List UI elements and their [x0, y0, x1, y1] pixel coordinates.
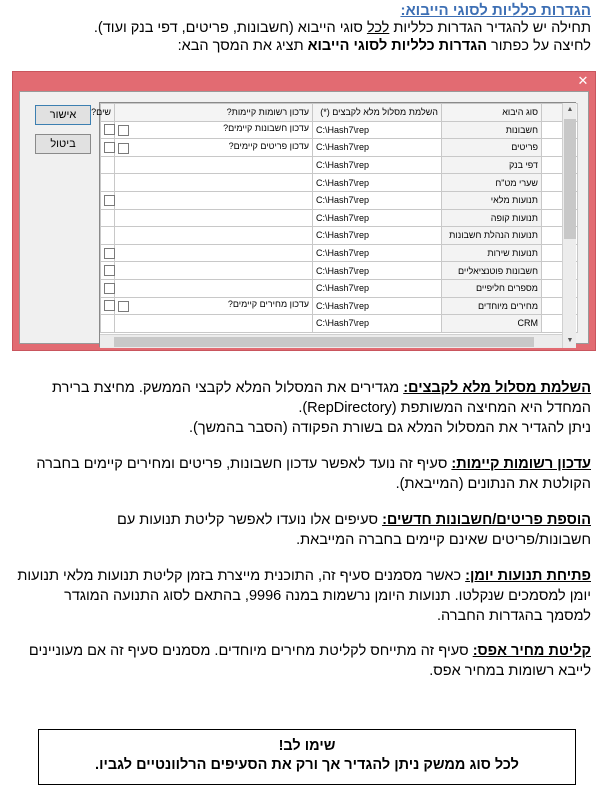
update-existing-label: עדכון פריטים קיימים? — [228, 140, 309, 151]
update-existing-cell — [115, 121, 313, 139]
import-type-label: CRM — [442, 315, 542, 333]
paragraph-text: סעיף זה מתייחס לקליטת מחירים מיוחדים. מסמנים סעיף זה אם מעוניינים לייבא רשומות במחיר אפס. — [28, 643, 591, 679]
attention-note-box — [38, 729, 576, 785]
path-input[interactable]: C:\Hash7\rep — [313, 279, 442, 297]
paragraph-heading: השלמת מסלול מלא לקבצים: — [403, 380, 591, 396]
import-type-label: מחירים מיוחדים — [442, 297, 542, 315]
paragraph-heading: הוספת פריטים/חשבונות חדשים: — [382, 512, 591, 528]
path-input[interactable]: C:\Hash7\rep — [313, 174, 442, 192]
update-existing-cell — [115, 209, 313, 227]
table-row — [101, 244, 578, 262]
update-existing-cell — [115, 262, 313, 280]
import-type-label: תנועות שירות — [442, 244, 542, 262]
update-existing-cell — [115, 156, 313, 174]
update-existing-checkbox[interactable] — [118, 125, 129, 136]
import-type-label: מספרים חליפיים — [442, 279, 542, 297]
add-new-checkbox[interactable] — [104, 124, 115, 135]
import-type-label: דפי בנק — [442, 156, 542, 174]
intro-text-part: סוגי הייבוא (חשבונות, פריטים, דפי בנק ועוד). — [93, 20, 367, 36]
path-input[interactable]: C:\Hash7\rep — [313, 121, 442, 139]
paragraph-text: סעיף זה נועד לאפשר עדכון חשבונות, פריטים ומחירים קיימים בחברה הקולטת את הנתונים (המייבאת). — [36, 456, 591, 492]
import-type-label: שערי מט"ח — [442, 174, 542, 192]
paragraph-add-new — [16, 510, 591, 550]
import-type-label: תנועות הנהלת חשבונות — [442, 227, 542, 245]
add-new-cell — [101, 156, 115, 174]
add-new-checkbox[interactable] — [104, 195, 115, 206]
ok-button[interactable]: אישור — [35, 105, 91, 125]
update-existing-cell — [115, 191, 313, 209]
col-header-path: השלמת מסלול מלא לקבצים (*) — [313, 104, 442, 122]
add-new-checkbox[interactable] — [104, 142, 115, 153]
paragraph-update-existing — [16, 454, 591, 494]
path-input[interactable]: C:\Hash7\rep — [313, 156, 442, 174]
paragraph-text: כאשר מסמנים סעיף זה, התוכנית מייצרת בזמן קליטת תנועות מלאי תנועות יומן למסמכים שנקלטו. תנועות היומן נרשמות במנה 9996, בהתאם לסוג התנועה המוגדר למסמך בהגדרות החברה. — [17, 568, 591, 624]
import-type-label: תנועות קופה — [442, 209, 542, 227]
col-header-new: שים? — [101, 104, 115, 122]
update-existing-cell — [115, 279, 313, 297]
vertical-scrollbar[interactable] — [562, 103, 576, 348]
table-row — [101, 191, 578, 209]
add-new-cell — [101, 191, 115, 209]
add-new-checkbox[interactable] — [104, 265, 115, 276]
paragraph-text: מגדירים את המסלול המלא לקבצי הממשק. מחיצת ברירת המחדל היא המחיצה המשותפת (RepDirectory). — [52, 380, 591, 416]
path-input[interactable]: C:\Hash7\rep — [313, 262, 442, 280]
update-existing-label: עדכון מחירים קיימים? — [227, 299, 309, 310]
update-existing-cell — [115, 227, 313, 245]
cancel-button[interactable]: ביטול — [35, 134, 91, 154]
update-existing-cell — [115, 315, 313, 333]
add-new-cell — [101, 279, 115, 297]
table-header-row — [101, 104, 578, 122]
add-new-cell — [101, 227, 115, 245]
add-new-cell — [101, 315, 115, 333]
close-icon[interactable]: ✕ — [577, 73, 589, 88]
settings-table — [91, 103, 578, 333]
import-type-label: פריטים — [442, 139, 542, 157]
update-existing-checkbox[interactable] — [118, 143, 129, 154]
intro-text — [16, 19, 591, 55]
table-row — [101, 139, 578, 157]
scroll-up-icon[interactable]: ▲ — [566, 106, 574, 113]
path-input[interactable]: C:\Hash7\rep — [313, 227, 442, 245]
scrollbar-thumb[interactable] — [114, 337, 534, 347]
paragraph-full-path — [16, 378, 591, 438]
scroll-down-icon[interactable]: ▼ — [566, 337, 574, 344]
intro-bold-button-name: הגדרות כלליות לסוגי הייבוא — [307, 38, 487, 54]
table-row — [101, 209, 578, 227]
intro-line-2 — [16, 37, 591, 55]
table-row — [101, 315, 578, 333]
path-input[interactable]: C:\Hash7\rep — [313, 297, 442, 315]
paragraph-heading: עדכון רשומות קיימות: — [451, 456, 591, 472]
page-title: הגדרות כלליות לסוגי הייבוא: — [400, 2, 591, 19]
path-input[interactable]: C:\Hash7\rep — [313, 244, 442, 262]
paragraph-text: סעיפים אלו נועדו לאפשר קליטת תנועות עם חשבונות/פריטים שאינם קיימים בחברה המייבאת. — [116, 512, 591, 548]
add-new-checkbox[interactable] — [104, 283, 115, 294]
add-new-cell — [101, 262, 115, 280]
table-row — [101, 262, 578, 280]
table-row — [101, 279, 578, 297]
path-input[interactable]: C:\Hash7\rep — [313, 209, 442, 227]
add-new-cell — [101, 209, 115, 227]
paragraph-journal-entries — [16, 566, 591, 626]
import-type-label: חשבונות פוטנציאליים — [442, 262, 542, 280]
paragraph-heading: פתיחת תנועות יומן: — [465, 568, 591, 584]
add-new-checkbox[interactable] — [104, 248, 115, 259]
path-input[interactable]: C:\Hash7\rep — [313, 315, 442, 333]
path-input[interactable]: C:\Hash7\rep — [313, 139, 442, 157]
update-existing-cell — [115, 174, 313, 192]
import-type-label: תנועות מלאי — [442, 191, 542, 209]
paragraph-zero-price — [16, 641, 591, 681]
table-row — [101, 297, 578, 315]
add-new-checkbox[interactable] — [104, 300, 115, 311]
table-row — [101, 227, 578, 245]
update-existing-cell — [115, 244, 313, 262]
col-header-update: עדכון רשומות קיימות? — [115, 104, 313, 122]
intro-text-part: לחיצה על כפתור — [487, 38, 591, 54]
import-type-label: חשבונות — [442, 121, 542, 139]
add-new-cell — [101, 121, 115, 139]
settings-grid — [91, 102, 576, 347]
add-new-cell — [101, 244, 115, 262]
path-input[interactable]: C:\Hash7\rep — [313, 191, 442, 209]
horizontal-scrollbar[interactable] — [100, 334, 562, 348]
update-existing-label: עדכון חשבונות קיימים? — [223, 123, 309, 134]
scrollbar-thumb[interactable] — [564, 119, 576, 239]
paragraph-text: ניתן להגדיר את המסלול המלא גם בשורת הפקודה (הסבר בהמשך). — [189, 420, 591, 436]
add-new-cell — [101, 174, 115, 192]
settings-dialog-screenshot — [12, 71, 596, 351]
note-title: שימו לב! — [278, 738, 336, 754]
paragraph-heading: קליטת מחיר אפס: — [472, 643, 591, 659]
update-existing-cell — [115, 297, 313, 315]
update-existing-cell — [115, 139, 313, 157]
col-header-type: סוג היבוא — [442, 104, 542, 122]
intro-line-1 — [16, 19, 591, 37]
update-existing-checkbox[interactable] — [118, 301, 129, 312]
note-text: לכל סוג ממשק ניתן להגדיר אך ורק את הסעיפים הרלוונטיים לגביו. — [95, 757, 519, 773]
add-new-cell — [101, 297, 115, 315]
intro-underlined-word: לכל — [366, 20, 390, 36]
table-row — [101, 156, 578, 174]
table-row — [101, 174, 578, 192]
intro-text-part: תחילה יש להגדיר הגדרות כלליות — [389, 20, 591, 36]
add-new-cell — [101, 139, 115, 157]
dialog-body — [19, 91, 589, 344]
intro-text-part: תציג את המסך הבא: — [177, 38, 308, 54]
table-row — [101, 121, 578, 139]
